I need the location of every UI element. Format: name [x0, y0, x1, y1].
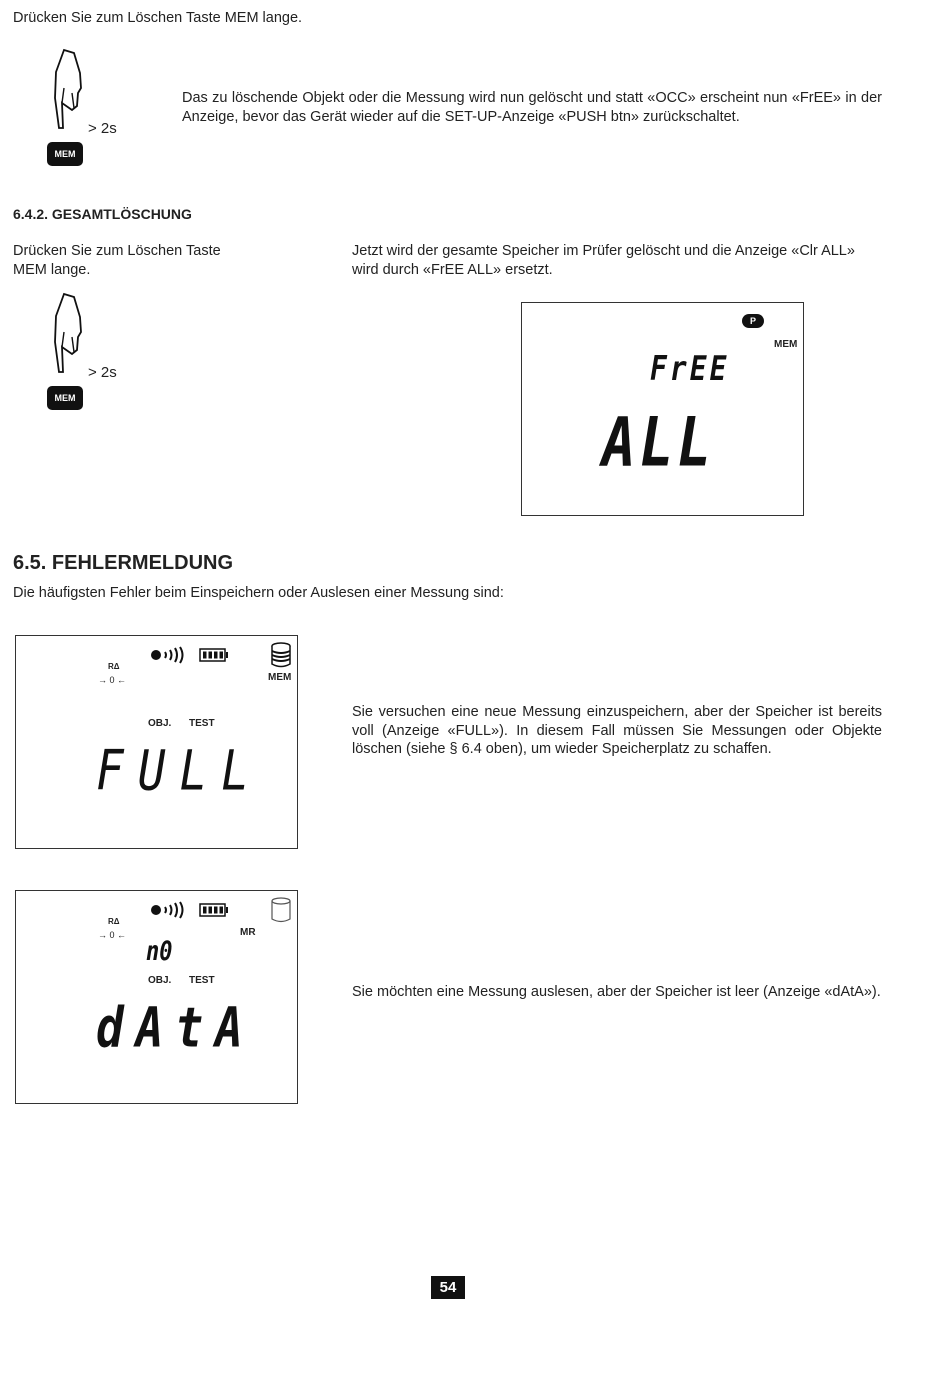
r-delta-value: → 0 ←	[98, 675, 127, 685]
lcd-line-2: ALL	[602, 404, 716, 483]
battery-icon	[199, 648, 229, 662]
signal-icon	[150, 646, 186, 664]
test-label: TEST	[189, 975, 215, 986]
lcd-display-free-all	[521, 302, 804, 516]
mem-indicator: MEM	[268, 672, 292, 683]
section-65-intro: Die häufigsten Fehler beim Einspeichern oder Auslesen einer Messung sind:	[13, 585, 504, 601]
error-full-text: Sie versuchen eine neue Messung einzuspeichern, aber der Speicher ist bereits voll (Anzeige «FULL»). In diesem Fall müssen Sie Messungen oder Objekte löschen (siehe § 6.4 oben), um wieder Speicherplatz zu schaffen.	[352, 704, 882, 757]
error-data-text: Sie möchten eine Messung auslesen, aber der Speicher ist leer (Anzeige «dAtA»).	[352, 984, 881, 1000]
test-label: TEST	[189, 718, 215, 729]
signal-icon	[150, 901, 186, 919]
memory-full-icon	[270, 642, 292, 668]
lcd-line-1: FrEE	[650, 349, 730, 389]
r-delta-label: RΔ	[108, 917, 120, 926]
r-delta-label: RΔ	[108, 662, 120, 671]
intro-line: Drücken Sie zum Löschen Taste MEM lange.	[13, 10, 303, 26]
section-642-right-text: Jetzt wird der gesamte Speicher im Prüfer gelöscht und die Anzeige «Clr ALL» wird durch «FrEE ALL» ersetzt.	[352, 243, 855, 278]
delete-object-text: Das zu löschende Objekt oder die Messung wird nun gelöscht und statt «OCC» erscheint nun «FrEE» in der Anzeige, bevor das Gerät wieder auf die SET-UP-Anzeige «PUSH btn» zurückschaltet.	[182, 90, 882, 125]
memory-empty-icon	[270, 897, 292, 923]
lcd-top: n0	[146, 937, 173, 967]
section-642-left-text: Drücken Sie zum Löschen Taste MEM lange.	[13, 243, 221, 278]
p-badge: P	[742, 314, 764, 328]
page-number: 54	[431, 1276, 465, 1299]
lcd-main: FULL	[96, 738, 263, 803]
mem-key-icon: MEM	[47, 142, 83, 166]
section-heading-65: 6.5. FEHLERMELDUNG	[13, 552, 234, 574]
mem-indicator: MEM	[774, 339, 798, 350]
r-delta-value: → 0 ←	[98, 930, 127, 940]
press-duration: > 2s	[88, 364, 117, 381]
mem-key-icon: MEM	[47, 386, 83, 410]
lcd-main: dAtA	[96, 995, 255, 1060]
obj-label: OBJ.	[148, 718, 172, 729]
obj-label: OBJ.	[148, 975, 172, 986]
mr-indicator: MR	[240, 927, 256, 938]
battery-icon	[199, 903, 229, 917]
press-duration: > 2s	[88, 120, 117, 137]
section-heading-642: 6.4.2. GESAMTLÖSCHUNG	[13, 206, 192, 222]
lcd-display-data	[15, 890, 298, 1104]
lcd-display-full	[15, 635, 298, 849]
